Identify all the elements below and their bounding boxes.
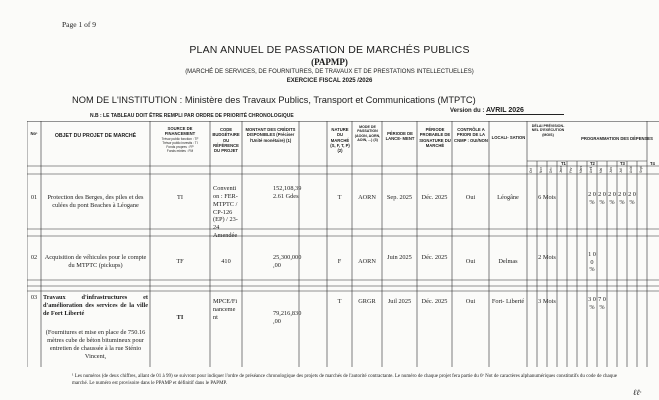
month-label: Fév xyxy=(569,167,573,173)
procurement-table xyxy=(27,121,659,367)
row-02-nature: F xyxy=(337,258,342,265)
fiscal-year: EXERCICE FISCAL 2025 /2026 xyxy=(286,78,373,84)
row-03-montant: 79,216,830 ,00 xyxy=(273,310,302,325)
header-programmation: PROGRAMMATION DES DÉPENSES xyxy=(581,136,653,141)
header-mode: MODE DE PASSATION (AOON, AORN, AOIN, ...) (3) xyxy=(354,125,381,143)
row-01-nature: T xyxy=(337,194,342,201)
version-value: AVRIL 2026 xyxy=(486,107,564,115)
source-legend-item: Trésor public investis : TI xyxy=(162,140,198,145)
programmation-value: 2 0 % xyxy=(608,191,616,206)
row-03-localisation: Fort- Liberté xyxy=(491,298,525,305)
document-subtitle: (MARCHÉ DE SERVICES, DE FOURNITURES, DE TRAVAUX ET DE PRESTATIONS INTELLECTUELLES) xyxy=(185,69,474,75)
header-source xyxy=(152,126,208,153)
programmation-value: 2 0 % xyxy=(628,191,636,206)
row-01-controle: Oui xyxy=(465,194,476,201)
header-nature: NATURE DU MARCHÉ (S, F, T, P) (2) xyxy=(330,127,350,153)
header-source-title: SOURCE DE FINANCEMENT xyxy=(164,126,196,137)
document-acronym: (PAPMP) xyxy=(311,57,348,67)
quarter-t4: T4 xyxy=(650,161,655,166)
row-02-signature: Déc. 2025 xyxy=(421,254,448,261)
row-03-controle: Oui xyxy=(465,298,476,305)
header-signature: PÉRIODE PROBABLE DE SIGNATURE DU MARCHÉ xyxy=(419,127,451,148)
quarter-t1: T1 xyxy=(561,161,566,166)
row-01-mode: AORN xyxy=(358,194,376,201)
source-legend-item: Trésor public fonction : TF xyxy=(161,136,199,141)
page-number: Page 1 of 9 xyxy=(62,20,96,29)
row-01-no: 01 xyxy=(30,194,38,201)
month-label: Déc xyxy=(549,167,553,173)
row-02-mode: AORN xyxy=(358,258,376,265)
source-legend xyxy=(152,137,208,153)
programmation-value: 7 0 % xyxy=(598,296,606,311)
source-legend-item: Fonds propres : FP xyxy=(166,144,194,149)
header-periode: PÉRIODE DE LANCE- MENT xyxy=(385,131,415,142)
programmation-value: 3 0 % xyxy=(588,296,596,311)
version-line xyxy=(450,107,564,115)
row-03-no: 03 xyxy=(30,294,38,301)
row-02-localisation: Delmas xyxy=(498,258,518,265)
row-02-montant: 25,300,000 ,00 xyxy=(273,254,302,269)
header-delai: DÉLAI PRÉVISION- NEL D'EXÉCUTION (MOIS) xyxy=(531,124,565,137)
month-label: Avril xyxy=(589,166,593,173)
row-02-delai: 2 Mois xyxy=(538,254,556,261)
quarter-t2: T2 xyxy=(590,161,595,166)
institution-name: NOM DE L'INSTITUTION : Ministère des Travaux Publics, Transport et Communications (MTPTC) xyxy=(72,95,476,105)
row-01-localisation: Léogâne xyxy=(497,194,519,201)
footnote: ¹ Les numéros (de deux chiffres, allant de 01 à 99) se suivront pour indiquer l'ordre de préséance chronologique des projets de marchés de l'autorité contractante. Le numéro de chaque projet fera partie du 6ᵉ Not de caractères alphanumériques constitutifs du code de chaque marché. Le numéro est provisoire dans le PPAMP et définitif dans le PAPMP. xyxy=(72,374,617,386)
version-label: Version du : xyxy=(450,108,487,114)
month-label: Janv xyxy=(559,166,563,173)
programmation-value: 2 0 % xyxy=(618,191,626,206)
row-03-source: TI xyxy=(176,314,184,321)
header-localisation: LOCALI- SATION xyxy=(491,135,526,140)
month-label: Juin xyxy=(609,167,613,173)
source-legend-item: Fonds mixtes : FM xyxy=(166,148,194,153)
order-note: N.B : LE TABLEAU DOIT ÊTRE REMPLI PAR ORDRE DE PRIORITÉ CHRONOLOGIQUE xyxy=(90,113,294,119)
row-03-nature: T xyxy=(337,298,342,305)
row-02-source: TF xyxy=(176,258,184,265)
row-01-montant: 152,108,39 2.61 Gdes xyxy=(273,185,302,200)
row-01-code: Conventi on : FER- MTPTC / CP-126 (EP) / 23-24 Amendée xyxy=(213,185,238,240)
month-label: Sept xyxy=(639,166,643,173)
header-code: CODE BUDGÉTAIRE OU RÉFÉRENCE DU PROJET xyxy=(212,127,240,153)
month-label: Août xyxy=(629,166,633,173)
initials-mark: ℓℓ· xyxy=(633,388,642,397)
row-03-periode: Juil 2025 xyxy=(387,298,412,305)
row-02-periode: Juin 2025 xyxy=(387,254,412,261)
document-title: PLAN ANNUEL DE PASSATION DE MARCHÉS PUBLICS xyxy=(189,44,470,56)
quarter-t3: T3 xyxy=(620,161,625,166)
header-controle: CONTRÔLE A PRIORI DE LA CNMP : OUI/NON xyxy=(454,127,488,143)
month-label: Nov xyxy=(539,167,543,173)
row-01-periode: Sep. 2025 xyxy=(386,194,413,201)
row-01-delai: 6 Mois xyxy=(538,194,556,201)
header-no: No¹ xyxy=(30,131,38,136)
row-01-objet: Protection des Berges, des piles et des culées du pont Beaches à Léogane xyxy=(47,194,144,209)
row-03-objet: Travaux d'infrastructures et d'amélioration des services de la ville de Fort Liberté xyxy=(43,294,148,317)
programmation-value: 2 0 % xyxy=(598,191,606,206)
row-01-signature: Déc. 2025 xyxy=(421,194,448,201)
programmation-value: 2 0 % xyxy=(588,191,596,206)
header-montant: MONTANT DES CRÉDITS DISPONIBLES (Préciser l'Unité monétaire) (1) xyxy=(245,127,296,143)
programmation-value: 1 0 0 % xyxy=(588,251,596,274)
month-label: Mars xyxy=(579,165,583,173)
row-02-code: 410 xyxy=(221,258,231,265)
row-03-code: MPCE/Fi nanceme nt xyxy=(213,298,238,321)
row-03-signature: Déc. 2025 xyxy=(421,298,448,305)
row-02-objet: Acquisition de véhicules pour le compte du MTPTC (pickups) xyxy=(44,254,147,269)
row-03-objet-detail: (Fournitures et mise en place de 750.16 mètres cube de béton bitumineux pour entretien de chaussée à la rue Sténio Vincent, xyxy=(45,329,146,360)
month-label: Mai xyxy=(599,167,603,173)
row-02-controle: Oui xyxy=(465,258,476,265)
month-label: Oct xyxy=(529,168,533,173)
row-01-source: TI xyxy=(177,194,183,201)
month-label: Juil xyxy=(619,168,623,173)
row-02-no: 02 xyxy=(30,254,38,261)
row-03-delai: 3 Mois xyxy=(538,298,556,305)
row-03-mode: GRGR xyxy=(358,298,376,305)
header-objet: OBJET DU PROJET DE MARCHÉ xyxy=(54,133,137,139)
